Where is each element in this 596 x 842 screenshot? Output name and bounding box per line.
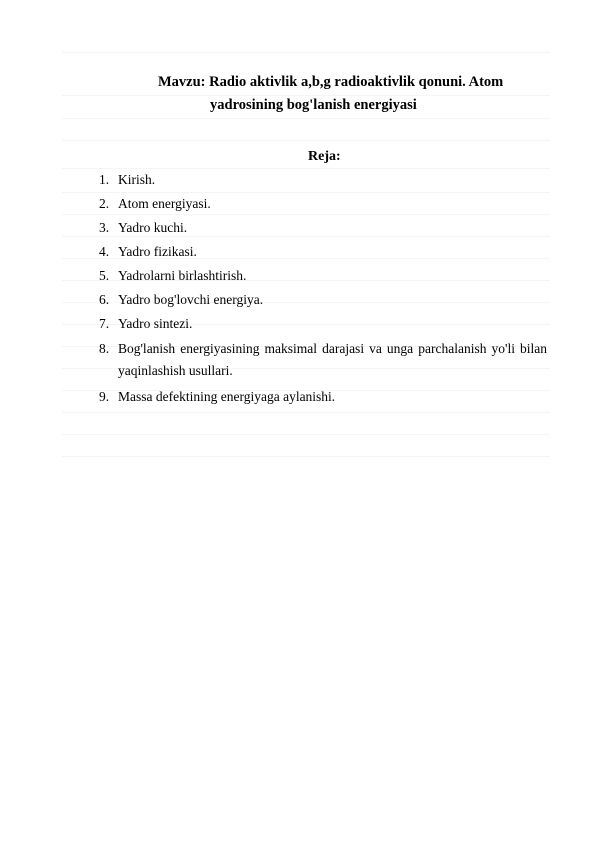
plan-list-item <box>99 241 547 263</box>
plan-item-number: 8. <box>99 341 110 356</box>
plan-list-item <box>99 169 547 191</box>
plan-item-text: Bog'lanish energiyasining maksimal darajasi va unga parchalanish yo'li bilan yaqinlashish usullari. <box>118 341 547 378</box>
plan-list-item <box>99 289 547 311</box>
plan-item-number: 7. <box>99 316 110 331</box>
page-guide-line <box>62 456 550 457</box>
page-guide-line <box>62 118 550 119</box>
document-title-line-2: yadrosining bog'lanish energiyasi <box>210 97 417 113</box>
plan-item-text: Yadro kuchi. <box>118 220 188 235</box>
plan-item-number: 1. <box>99 172 110 187</box>
page-guide-line <box>62 434 550 435</box>
plan-item-number: 5. <box>99 268 110 283</box>
plan-list-item <box>99 193 547 215</box>
plan-item-number: 3. <box>99 220 110 235</box>
plan-item-text: Yadro bog'lovchi energiya. <box>118 292 264 307</box>
document-title-line-1: Mavzu: Radio aktivlik a,b,g radioaktivlik qonuni. Atom <box>158 74 504 90</box>
plan-list-item <box>99 338 547 382</box>
plan-item-text: Yadrolarni birlashtirish. <box>118 268 247 283</box>
page-guide-line <box>62 412 550 413</box>
plan-heading: Reja: <box>308 149 341 164</box>
plan-list-item <box>99 265 547 287</box>
plan-list-item <box>99 313 547 335</box>
plan-item-text: Yadro sintezi. <box>118 316 193 331</box>
plan-item-text: Kirish. <box>118 172 156 187</box>
plan-item-text: Yadro fizikasi. <box>118 244 197 259</box>
plan-item-text: Massa defektining energiyaga aylanishi. <box>118 389 336 404</box>
plan-list-item <box>99 386 547 408</box>
page-guide-line <box>62 52 550 53</box>
plan-item-number: 4. <box>99 244 110 259</box>
plan-list-item <box>99 217 547 239</box>
page-guide-line <box>62 140 550 141</box>
plan-item-number: 6. <box>99 292 110 307</box>
plan-item-text: Atom energiyasi. <box>118 196 211 211</box>
plan-item-number: 9. <box>99 389 110 404</box>
plan-item-number: 2. <box>99 196 110 211</box>
